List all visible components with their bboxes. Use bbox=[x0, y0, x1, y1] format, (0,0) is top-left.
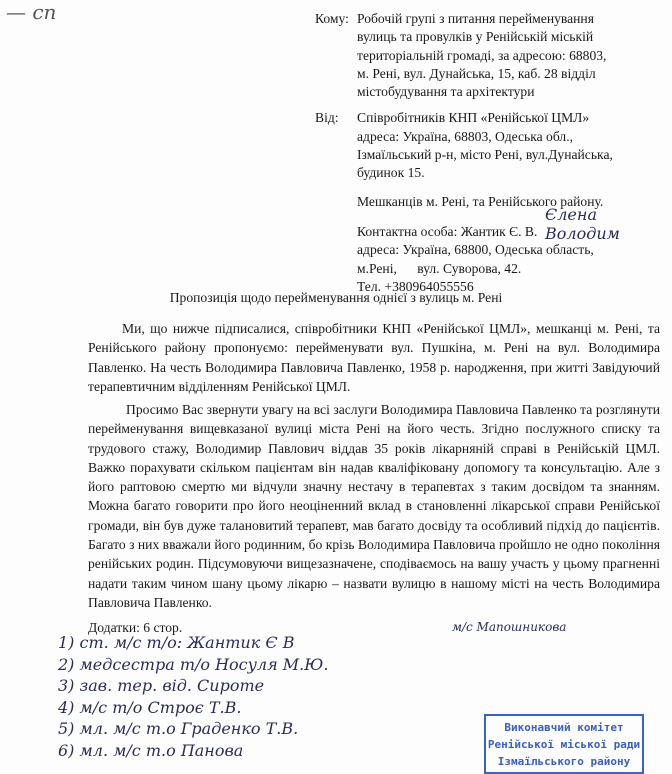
from-line: Співробітників КНП «Ренійської ЦМЛ» bbox=[357, 110, 590, 126]
document-title: Пропозиція щодо перейменування однієї з вулиць м. Рені bbox=[169, 290, 503, 305]
contact-phone: Тел. +380964055556 bbox=[357, 278, 474, 294]
contact-line: Контактна особа: Жантик Є. В. bbox=[357, 223, 538, 239]
official-stamp bbox=[484, 714, 644, 774]
from-line: Ізмаїльський р-н, місто Рені, вул.Дунайська, bbox=[357, 147, 613, 163]
to-line: Робочій групі з питання перейменування bbox=[357, 11, 594, 26]
stamp-line: Ізмаїльського району bbox=[497, 755, 631, 768]
side-signature: м/с Мапошникова bbox=[452, 620, 567, 634]
stamp-line: Ренійської міської ради bbox=[487, 738, 641, 751]
handwritten-name: Єлена Володим bbox=[545, 205, 620, 243]
residents-line: Мешканців м. Рені, та Ренійського району. bbox=[357, 193, 604, 209]
to-line: м. Рені, вул. Дунайська, 15, каб. 28 відділ bbox=[357, 65, 596, 81]
attachments-line: Додатки: 6 стор. bbox=[88, 620, 183, 635]
from-line: будинок 15. bbox=[357, 165, 425, 181]
signature-list bbox=[58, 632, 328, 761]
addressee-block bbox=[315, 10, 665, 296]
signature-line: 6) мл. м/с т.о Панова bbox=[58, 740, 244, 760]
contact-line: м.Рені, вул. Суворова, 42. bbox=[357, 260, 522, 276]
from-line: адреса: Україна, 68803, Одеська обл., bbox=[357, 128, 573, 144]
to-label: Кому: bbox=[315, 11, 349, 26]
signature-line: 2) медсестра т/о Носуля М.Ю. bbox=[58, 654, 329, 674]
signature-line: 3) зав. тер. від. Сироте bbox=[58, 676, 265, 695]
to-line: територіальній громаді, за адресою: 68803, bbox=[357, 47, 607, 63]
to-line: вулиць та провулків у Ренійській міській bbox=[357, 29, 594, 45]
from-section bbox=[315, 109, 665, 296]
to-section bbox=[315, 10, 665, 101]
margin-mark: — сп bbox=[6, 0, 57, 24]
stamp-line: Виконавчий комітет bbox=[504, 721, 624, 734]
from-label: Від: bbox=[315, 110, 339, 126]
signature-line: 1) ст. м/с т/о: Жантик Є В bbox=[58, 633, 295, 652]
to-line: містобудування та архітектури bbox=[357, 84, 535, 100]
paragraph-2: Просимо Вас звернути увагу на всі заслуги Володимира Павловича Павленко та розглянути перейменування вищевказаної вулиці міста Рені на його честь. Згідно послужного списку та трудового стажу, Володимир Павлович віддав 35 років лікарняній справі в Ренійській ЦМЛ. Важко порахувати скільком пацієнтам він надав кваліфіковану допомогу та консультацію. Але з його раптовою смертю ми відчули значну нестачу в терапевтах з таким досвідом та знанням. Можна багато говорити про його неоціненний вклад в становленні лікарської справи Ренійської громади, він був дуже талановитий терапевт, мав багато досвіду та особливий підхід до пацієнтів. Багато з них вважали його родинним, бо крізь Володимира Павловича пройшло не одно покоління ренійських родин. Підсумовуючи вищезазначене, сподіваємось на вашу участь у цьому прагненні надати таким чином шану цьому лікарю – назвати вулицю в нашому місті на честь Володимира Павловича Павленко. bbox=[88, 402, 660, 610]
signature-line: 5) мл. м/с т.о Граденко Т.В. bbox=[58, 719, 299, 738]
signature-line: 4) м/с т/о Строє Т.В. bbox=[58, 697, 242, 717]
paragraph-1: Ми, що нижче підписалися, співробітники КНП «Ренійської ЦМЛ», мешканці м. Рені, та Ренійського району пропонуємо: перейменувати вул. Пушкіна, м. Рені на вул. Володимира Павленко. На честь Володимира Павловича Павленко, 1958 р. народження, при житті Завідуючий терапевтичним відділенням Ренійської ЦМЛ. bbox=[88, 321, 660, 394]
contact-line: адреса: Україна, 68800, Одеська область, bbox=[357, 242, 594, 258]
